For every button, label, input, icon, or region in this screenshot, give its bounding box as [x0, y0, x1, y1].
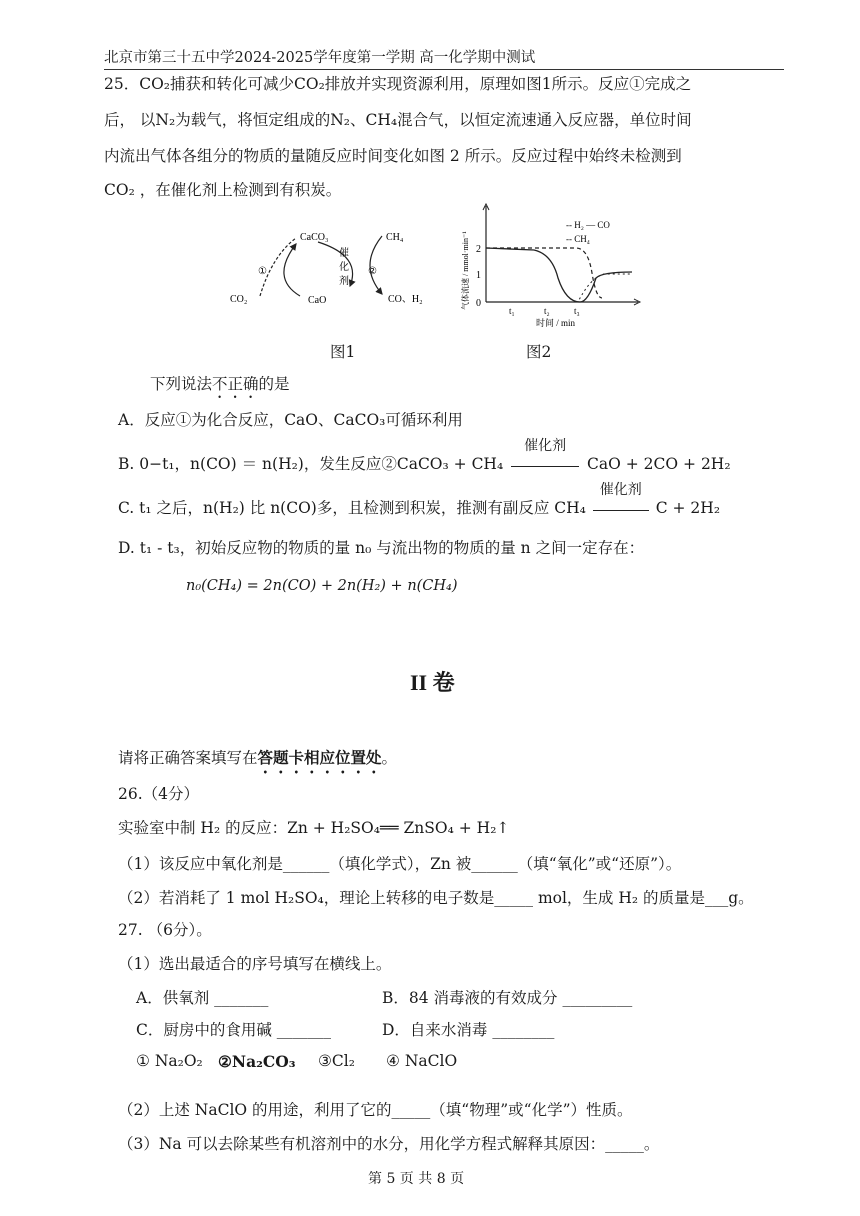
ytick-1: 1 [476, 270, 481, 281]
q25-option-b-pre: B. 0−t₁，n(CO) ＝ n(H₂)，发生反应②CaCO₃ + CH₄ [118, 455, 504, 473]
instruction-emphasis: 答题卡相应位置处 [257, 748, 382, 767]
ytick-0: 0 [476, 298, 481, 309]
q25-prompt-a: 下列说法 [150, 375, 213, 393]
part2-title: II 卷 [410, 670, 455, 695]
q26-line2: （1）该反应中氧化剂是______（填化学式），Zn 被______（填“氧化”或“还原”）。 [118, 855, 682, 873]
q25-line2: 后， 以N₂为载气，将恒定组成的N₂、CH₄混合气，以恒定流速通入反应器，单位时间 [104, 111, 692, 129]
label-caco3: CaCO₃ [300, 232, 329, 243]
legend-h2-co: -- H₂ — CO [566, 220, 610, 230]
q27-choice-2: ②Na₂CO₃ [218, 1052, 296, 1071]
q27-line3: （3）Na 可以去除某些有机溶剂中的水分，用化学方程式解释其原因：_____。 [118, 1135, 660, 1153]
catalyst-label-b: 催化剂 [524, 438, 567, 454]
catalyst-arrow-b [508, 438, 582, 473]
arc-cao-to-caco3 [284, 244, 300, 296]
q25-prompt-emphasis: 不正确 [212, 375, 259, 393]
q26-line1: 实验室中制 H₂ 的反应：Zn + H₂SO₄══ ZnSO₄ + H₂↑ [118, 819, 510, 837]
catalyst-arrow-c [591, 482, 651, 517]
xtick-t1: t₁ [509, 306, 515, 316]
label-catalyst-1: 催 [339, 248, 349, 259]
series-co [486, 248, 632, 302]
q25-option-d: D. t₁ - t₃，初始反应物的物质的量 n₀ 与流出物的物质的量 n 之间一定存在： [118, 539, 645, 557]
q27-option-c: C．厨房中的食用碱 _______ [136, 1021, 332, 1039]
xtick-t3: t₃ [574, 306, 580, 316]
q25-prompt-c: 的是 [258, 375, 290, 393]
instruction-c: 。 [381, 749, 398, 767]
arc-ch4-to-products [370, 236, 382, 294]
part2-instruction [118, 746, 397, 777]
page-footer: 第 5 页 共 8 页 [368, 1171, 465, 1187]
label-reaction1: ① [258, 266, 267, 277]
q25-option-d-equation: n₀(CH₄) = 2n(CO) + 2n(H₂) + n(CH₄) [186, 578, 458, 594]
q25-option-a: A．反应①为化合反应，CaO、CaCO₃可循环利用 [118, 411, 463, 429]
q27-line2: （2）上述 NaClO 的用途，利用了它的_____（填“物理”或“化学”）性质。 [118, 1101, 633, 1119]
label-catalyst-3: 剂 [339, 276, 349, 287]
catalyst-label-c: 催化剂 [599, 482, 642, 498]
q25-option-c-pre: C. t₁ 之后，n(H₂) 比 n(CO)多，且检测到积炭，推测有副反应 CH₄ [118, 499, 586, 517]
q27-option-b: B．84 消毒液的有效成分 _________ [382, 989, 633, 1007]
q25-option-b-post: CaO + 2CO + 2H₂ [587, 455, 731, 473]
figure2-flow-chart [456, 198, 646, 332]
label-products: CO、H₂ [388, 294, 423, 305]
q25-option-b [118, 438, 731, 474]
legend-ch4: -- CH₄ [566, 234, 590, 244]
q27-choice-1: ① Na₂O₂ [136, 1052, 203, 1070]
q25-line3: 内流出气体各组分的物质的量随反应时间变化如图 2 所示。反应过程中始终未检测到 [104, 147, 682, 165]
ytick-2: 2 [476, 244, 481, 255]
x-axis-label: 时间 / min [536, 318, 576, 328]
q27-heading: 27. （6分）。 [118, 921, 212, 939]
figure1-caption: 图1 [330, 343, 356, 361]
q25-option-c-post: C + 2H₂ [655, 499, 721, 517]
q26-heading: 26.（4分） [118, 785, 200, 803]
label-catalyst-2: 化 [339, 262, 349, 273]
q25-prompt [150, 372, 290, 402]
figure1-cycle-diagram [222, 216, 442, 316]
q25-option-c [118, 482, 721, 518]
label-co2: CO₂ [230, 294, 248, 305]
q27-option-a: A．供氧剂 _______ [136, 989, 269, 1007]
q26-line3: （2）若消耗了 1 mol H₂SO₄，理论上转移的电子数是_____ mol，生成 H₂ 的质量是___g。 [118, 889, 754, 907]
figure2-caption: 图2 [526, 343, 552, 361]
q27-choice-3: ③Cl₂ [318, 1052, 355, 1070]
instruction-a: 请将正确答案填写在 [118, 749, 258, 767]
q25-line4: CO₂ ，在催化剂上检测到有积炭。 [104, 181, 342, 199]
q27-option-d: D．自来水消毒 ________ [382, 1021, 555, 1039]
q27-choice-4: ④ NaClO [386, 1052, 458, 1070]
q25-line1: 25．CO₂捕获和转化可减少CO₂排放并实现资源利用，原理如图1所示。反应①完成之 [104, 75, 692, 93]
xtick-t2: t₂ [544, 306, 550, 316]
page-header: 北京市第三十五中学2024-2025学年度第一学期 高一化学期中测试 [104, 46, 784, 70]
label-ch4: CH₄ [386, 232, 404, 243]
label-reaction2: ② [368, 266, 377, 277]
series-ch4 [486, 274, 632, 302]
q27-line1: （1）选出最适合的序号填写在横线上。 [118, 955, 392, 973]
label-cao: CaO [308, 295, 327, 306]
y-axis-label: 气体流速 / mmol·min⁻¹ [461, 231, 470, 310]
